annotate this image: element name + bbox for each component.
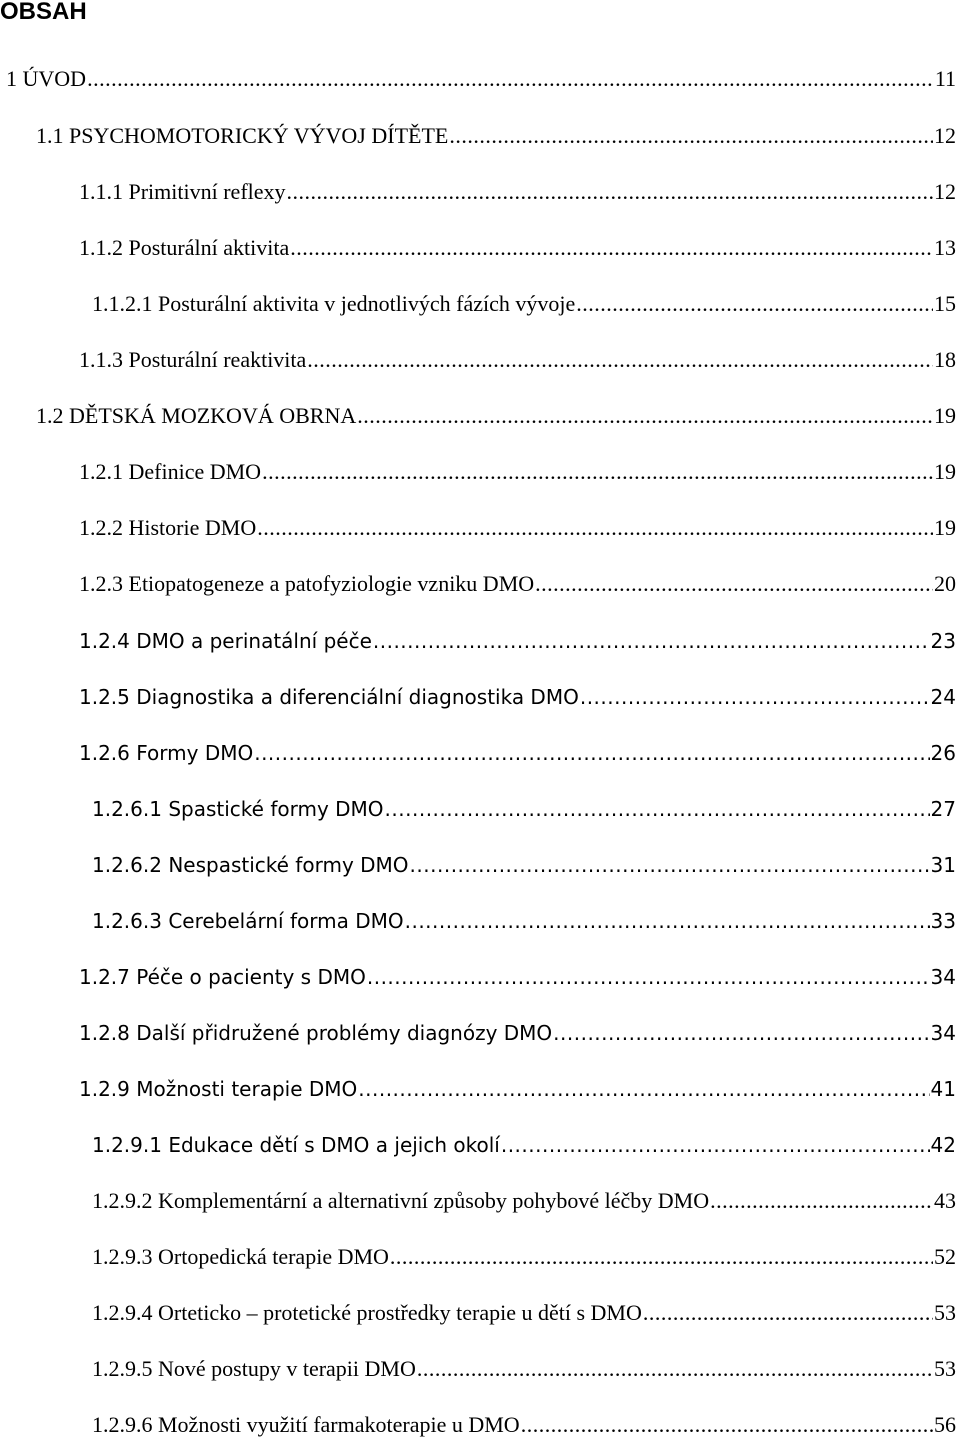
- toc-entry-title: 1.2.7 Péče o pacienty s DMO: [79, 965, 366, 989]
- dot-leader: [405, 906, 930, 936]
- toc-entry[interactable]: [79, 177, 956, 207]
- toc-entry[interactable]: [79, 513, 956, 543]
- dot-leader: [385, 794, 930, 824]
- toc-entry-title: 1.2.1 Definice DMO: [79, 459, 262, 484]
- toc-heading: OBSAH: [0, 0, 87, 25]
- toc-entry[interactable]: [92, 850, 956, 880]
- toc-entry-title: 1.2.9.3 Ortopedická terapie DMO: [92, 1244, 389, 1269]
- dot-leader: [254, 738, 929, 768]
- toc-entry-title: 1.2.6 Formy DMO: [79, 741, 254, 765]
- toc-entry-page: 12: [934, 179, 956, 204]
- toc-entry[interactable]: [79, 233, 956, 263]
- toc-entry-page: 12: [934, 123, 956, 148]
- toc-entry-title: 1.1.3 Posturální reaktivita: [79, 347, 307, 372]
- toc-entry-page: 34: [930, 965, 956, 989]
- toc-entry-page: 23: [930, 629, 956, 653]
- toc-entry-title: 1.2.9.2 Komplementární a alternativní způsoby pohybové léčby DMO: [92, 1188, 710, 1213]
- toc-entry-page: 27: [930, 797, 956, 821]
- dot-leader: [576, 289, 933, 319]
- toc-entry-title: 1.2.9.6 Možnosti využití farmakoterapie u DMO: [92, 1412, 520, 1437]
- toc-entry-page: 20: [934, 571, 956, 596]
- dot-leader: [373, 626, 930, 656]
- toc-entry-page: 52: [934, 1244, 956, 1269]
- toc-entry-title: 1.2.6.1 Spastické formy DMO: [92, 797, 384, 821]
- dot-leader: [449, 121, 933, 151]
- dot-leader: [580, 682, 930, 712]
- toc-entry-page: 11: [934, 66, 956, 91]
- toc-entry-page: 19: [934, 515, 956, 540]
- toc-entry[interactable]: [92, 1298, 956, 1328]
- dot-leader: [307, 345, 933, 375]
- toc-entry[interactable]: [79, 962, 956, 992]
- toc-entry-page: 56: [934, 1412, 956, 1437]
- toc-entry-page: 33: [930, 909, 956, 933]
- toc-entry-title: 1.2.9.5 Nové postupy v terapii DMO: [92, 1356, 416, 1381]
- toc-entry[interactable]: [92, 1186, 956, 1216]
- toc-entry-title: 1.2.6.3 Cerebelární forma DMO: [92, 909, 404, 933]
- toc-entry-page: 53: [934, 1356, 956, 1381]
- dot-leader: [290, 233, 933, 263]
- toc-entry[interactable]: [79, 569, 956, 599]
- toc-entry-title: 1.2.9 Možnosti terapie DMO: [79, 1077, 358, 1101]
- toc-entry[interactable]: [92, 1410, 956, 1440]
- dot-leader: [710, 1186, 933, 1216]
- dot-leader: [367, 962, 930, 992]
- toc-entry-page: 15: [934, 291, 956, 316]
- toc-entry[interactable]: [79, 1074, 956, 1104]
- dot-leader: [410, 850, 930, 880]
- dot-leader: [521, 1410, 933, 1440]
- toc-entry-title: 1.1.1 Primitivní reflexy: [79, 179, 286, 204]
- toc-entry[interactable]: [36, 401, 956, 431]
- toc-entry-page: 18: [934, 347, 956, 372]
- toc-entry-title: 1.2.9.1 Edukace dětí s DMO a jejich okolí: [92, 1133, 500, 1157]
- toc-entry-page: 24: [930, 685, 956, 709]
- dot-leader: [87, 64, 934, 94]
- toc-entry[interactable]: [92, 1130, 956, 1160]
- toc-entry-title: 1.2.2 Historie DMO: [79, 515, 257, 540]
- toc-entry[interactable]: [92, 906, 956, 936]
- dot-leader: [643, 1298, 933, 1328]
- dot-leader: [535, 569, 933, 599]
- dot-leader: [417, 1354, 933, 1384]
- toc-entry-page: 41: [930, 1077, 956, 1101]
- toc-entry[interactable]: [79, 1018, 956, 1048]
- dot-leader: [501, 1130, 930, 1160]
- toc-entry-page: 19: [934, 459, 956, 484]
- toc-entry-page: 13: [934, 235, 956, 260]
- toc-entry-page: 19: [934, 403, 956, 428]
- toc-entry[interactable]: [36, 121, 956, 151]
- toc-entry[interactable]: [6, 64, 956, 94]
- dot-leader: [287, 177, 933, 207]
- dot-leader: [262, 457, 933, 487]
- toc-entry[interactable]: [79, 345, 956, 375]
- toc-entry-page: 43: [934, 1188, 956, 1213]
- toc-entry[interactable]: [92, 1242, 956, 1272]
- toc-entry-page: 26: [930, 741, 956, 765]
- toc-entry-title: 1.1 PSYCHOMOTORICKÝ VÝVOJ DÍTĚTE: [36, 123, 449, 148]
- dot-leader: [357, 401, 933, 431]
- toc-entry-page: 31: [930, 853, 956, 877]
- toc-entry-title: 1.2.3 Etiopatogeneze a patofyziologie vzniku DMO: [79, 571, 535, 596]
- toc-entry-title: 1.2.5 Diagnostika a diferenciální diagnostika DMO: [79, 685, 579, 709]
- toc-entry-title: 1 ÚVOD: [6, 66, 87, 91]
- toc-entry-title: 1.2 DĚTSKÁ MOZKOVÁ OBRNA: [36, 403, 357, 428]
- toc-entry-title: 1.2.9.4 Orteticko – protetické prostředky terapie u dětí s DMO: [92, 1300, 642, 1325]
- toc-entry[interactable]: [79, 738, 956, 768]
- toc-entry-title: 1.2.6.2 Nespastické formy DMO: [92, 853, 409, 877]
- toc-entry[interactable]: [79, 682, 956, 712]
- dot-leader: [553, 1018, 929, 1048]
- toc-entry-title: 1.1.2.1 Posturální aktivita v jednotlivých fázích vývoje: [92, 291, 576, 316]
- dot-leader: [390, 1242, 933, 1272]
- toc-entry[interactable]: [92, 794, 956, 824]
- toc-entry-title: 1.1.2 Posturální aktivita: [79, 235, 290, 260]
- toc-entry-page: 42: [930, 1133, 956, 1157]
- toc-entry[interactable]: [79, 457, 956, 487]
- dot-leader: [257, 513, 933, 543]
- toc-entry-title: 1.2.8 Další přidružené problémy diagnózy DMO: [79, 1021, 553, 1045]
- toc-entry[interactable]: [79, 626, 956, 656]
- toc-entry[interactable]: [92, 1354, 956, 1384]
- toc-entry-page: 34: [930, 1021, 956, 1045]
- toc-entry-page: 53: [934, 1300, 956, 1325]
- dot-leader: [358, 1074, 929, 1104]
- toc-entry[interactable]: [92, 289, 956, 319]
- toc-entry-title: 1.2.4 DMO a perinatální péče: [79, 629, 372, 653]
